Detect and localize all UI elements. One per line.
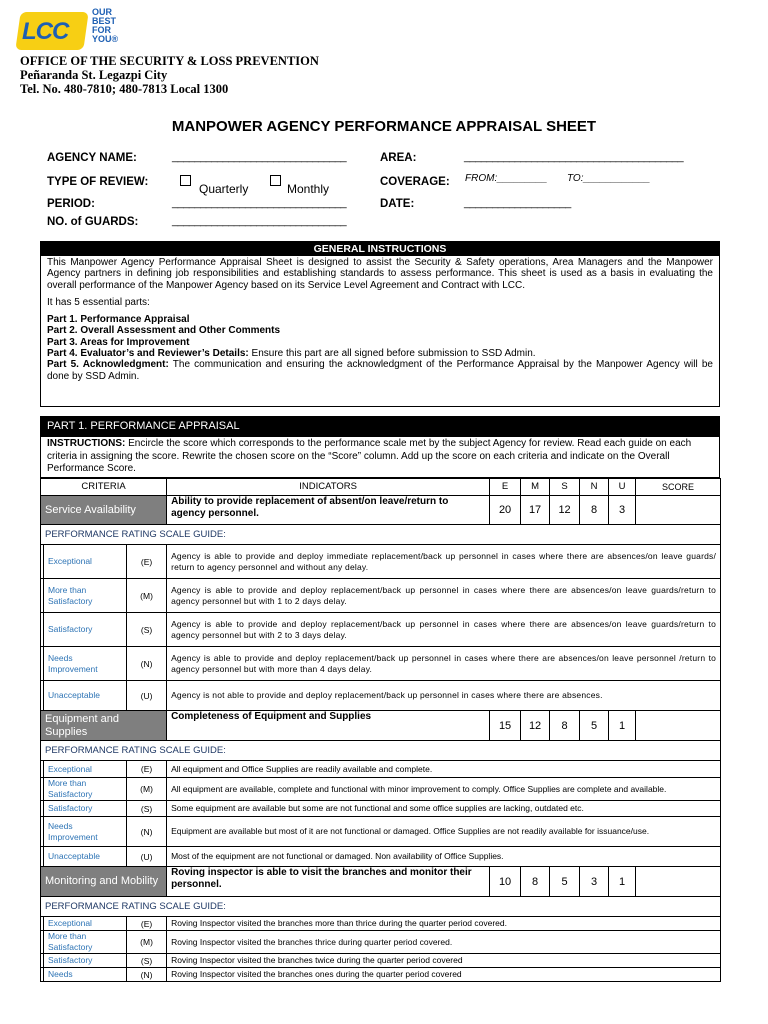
- guide-item: [41, 917, 721, 931]
- date-label: DATE:: [380, 198, 415, 210]
- score-input-monitoring[interactable]: [636, 867, 721, 897]
- score-option-n[interactable]: 3: [580, 867, 609, 897]
- guide-level: Exceptional: [44, 917, 127, 931]
- guide-level: More than Satisfactory: [44, 931, 127, 954]
- indicators-header: INDICATORS: [167, 479, 490, 496]
- score-option-m[interactable]: 17: [521, 496, 550, 525]
- coverage-to-field[interactable]: TO:____________: [567, 173, 651, 184]
- score-input-equipment[interactable]: [636, 711, 721, 741]
- guide-description: Agency is able to provide and deploy replacement/back up personnel in cases where there are absences/on leave guards/return to agency personnel but with 2 to 3 days delay.: [167, 613, 721, 647]
- part-3-item: Part 3. Areas for Improvement: [47, 336, 190, 348]
- monthly-label: Monthly: [287, 182, 330, 196]
- guide-item: [41, 761, 721, 778]
- guide-description: Some equipment are available but some are not functional and some office supplies are lacking, outdated etc.: [167, 801, 721, 817]
- guide-description: Roving Inspector visited the branches twice during the quarter period covered: [167, 954, 721, 968]
- guards-label: NO. of GUARDS:: [47, 216, 139, 228]
- s-header: S: [550, 479, 580, 496]
- office-address: [20, 54, 319, 96]
- guide-row: [41, 897, 721, 917]
- logo-brand: LCC: [22, 18, 69, 45]
- score-header: SCORE: [636, 479, 721, 496]
- period-field[interactable]: _______________________________: [172, 197, 347, 209]
- indicator-monitoring-mobility: Roving inspector is able to visit the branches and monitor their personnel.: [167, 867, 490, 897]
- guide-item: [41, 613, 721, 647]
- guide-code: (N): [127, 968, 167, 982]
- e-header: E: [490, 479, 521, 496]
- part-4-item: Part 4. Evaluator’s and Reviewer’s Details: Ensure this part are all signed before submission to SSD Admin.: [47, 348, 536, 360]
- score-option-e[interactable]: 20: [490, 496, 521, 525]
- part-1-instructions: INSTRUCTIONS: Encircle the score which corresponds to the performance scale met by the subject Agency for review. Read each guide on each criteria in assigning the score. Rewrite the chosen score on the “Score” column. Add up the score on each criteria and indicate on the Overall Performance Score.: [40, 437, 720, 478]
- coverage-label: COVERAGE:: [380, 176, 450, 188]
- guide-description: Agency is not able to provide and deploy replacement/back up personnel in cases where there are absences.: [167, 681, 721, 711]
- guide-description: Roving Inspector visited the branches thrice during quarter period covered.: [167, 931, 721, 954]
- guide-code: (E): [127, 545, 167, 579]
- criteria-service-availability: Service Availability: [41, 496, 167, 525]
- guide-code: (U): [127, 847, 167, 867]
- guide-code: (E): [127, 917, 167, 931]
- part-2-item: Part 2. Overall Assessment and Other Comments: [47, 325, 281, 337]
- score-option-s[interactable]: 12: [550, 496, 580, 525]
- guide-item: [41, 579, 721, 613]
- guide-row: [41, 525, 721, 545]
- guide-item: [41, 954, 721, 968]
- n-header: N: [580, 479, 609, 496]
- guide-row: [41, 741, 721, 761]
- score-option-u[interactable]: 1: [609, 867, 636, 897]
- guards-field[interactable]: _______________________________: [172, 215, 347, 227]
- area-label: AREA:: [380, 152, 417, 164]
- part-5-item: Part 5. Acknowledgment: The communication and ensuring the acknowledgment of the Performance Appraisal by the Manpower Agency will be done by SSD Admin.: [47, 359, 713, 382]
- guide-level: More than Satisfactory: [44, 579, 127, 613]
- guide-level: Exceptional: [44, 761, 127, 778]
- guide-level: Needs: [44, 968, 127, 982]
- guide-description: Agency is able to provide and deploy replacement/back up personnel in cases where there are absences/on leave personnel /return to agency personnel but with more than 4 days delay.: [167, 647, 721, 681]
- page-title: MANPOWER AGENCY PERFORMANCE APPRAISAL SHEET: [171, 118, 597, 135]
- guide-level: Unacceptable: [44, 681, 127, 711]
- guide-code: (M): [127, 931, 167, 954]
- appraisal-table: [40, 478, 721, 982]
- type-of-review-label: TYPE OF REVIEW:: [47, 176, 149, 188]
- score-option-s[interactable]: 5: [550, 867, 580, 897]
- guide-item: [41, 681, 721, 711]
- guide-item: [41, 647, 721, 681]
- guide-level: Needs Improvement: [44, 817, 127, 847]
- criteria-equipment-supplies: Equipment and Supplies: [41, 711, 167, 741]
- guide-description: Agency is able to provide and deploy replacement/back up personnel in cases where there are absences/on leave guards/return to agency personnel but with 1 to 2 days delay.: [167, 579, 721, 613]
- score-option-s[interactable]: 8: [550, 711, 580, 741]
- period-label: PERIOD:: [47, 198, 95, 210]
- criteria-row-monitoring: [41, 867, 721, 897]
- guide-description: Most of the equipment are not functional or damaged. Non availability of Office Supplies.: [167, 847, 721, 867]
- guide-code: (E): [127, 761, 167, 778]
- table-header-row: [41, 479, 721, 496]
- indicator-equipment-supplies: Completeness of Equipment and Supplies: [167, 711, 490, 741]
- guide-code: (S): [127, 613, 167, 647]
- score-option-n[interactable]: 8: [580, 496, 609, 525]
- guide-item: [41, 801, 721, 817]
- u-header: U: [609, 479, 636, 496]
- guide-code: (S): [127, 801, 167, 817]
- parts-intro: It has 5 essential parts:: [47, 296, 150, 308]
- guide-level: Satisfactory: [44, 613, 127, 647]
- lcc-logo: [16, 6, 119, 52]
- guide-label: PERFORMANCE RATING SCALE GUIDE:: [41, 525, 721, 545]
- guide-label: PERFORMANCE RATING SCALE GUIDE:: [41, 897, 721, 917]
- general-intro: This Manpower Agency Performance Appraisal Sheet is designed to assist the Security & Safety operations, Area Managers and the Manpower Agency partners in defining job responsibilities and establishing standards to assess performance. This sheet is used as a basis in evaluating the overall performance of the Manpower Agency based on its Service Level Agreement and Contract with LCC.: [47, 257, 713, 291]
- indicator-service-availability: Ability to provide replacement of absent/on leave/return to agency personnel.: [167, 496, 490, 525]
- criteria-header: CRITERIA: [41, 479, 167, 496]
- score-option-e[interactable]: 10: [490, 867, 521, 897]
- criteria-row-equipment: [41, 711, 721, 741]
- guide-description: Agency is able to provide and deploy immediate replacement/back up personnel in cases where there are absences/on leave guards/ return to agency personnel and without any delay.: [167, 545, 721, 579]
- m-header: M: [521, 479, 550, 496]
- general-instructions: [40, 241, 720, 407]
- guide-item: [41, 545, 721, 579]
- area-field[interactable]: _______________________________________: [464, 151, 684, 163]
- agency-name-label: AGENCY NAME:: [47, 152, 137, 164]
- criteria-row-service-availability: [41, 496, 721, 525]
- guide-code: (M): [127, 579, 167, 613]
- guide-level: Needs Improvement: [44, 647, 127, 681]
- office-line-1: OFFICE OF THE SECURITY & LOSS PREVENTION: [20, 54, 319, 68]
- guide-description: Roving Inspector visited the branches more than thrice during the quarter period covered.: [167, 917, 721, 931]
- guide-description: All equipment and Office Supplies are readily available and complete.: [167, 761, 721, 778]
- criteria-monitoring-mobility: Monitoring and Mobility: [41, 867, 167, 897]
- office-line-2: Peñaranda St. Legazpi City: [20, 68, 168, 82]
- quarterly-checkbox[interactable]: [180, 175, 191, 193]
- score-option-u[interactable]: 1: [609, 711, 636, 741]
- guide-level: More than Satisfactory: [44, 778, 127, 801]
- guide-description: Roving Inspector visited the branches ones during the quarter period covered: [167, 968, 721, 982]
- score-option-n[interactable]: 5: [580, 711, 609, 741]
- guide-item: [41, 778, 721, 801]
- score-option-u[interactable]: 3: [609, 496, 636, 525]
- guide-level: Exceptional: [44, 545, 127, 579]
- guide-code: (M): [127, 778, 167, 801]
- guide-item: [41, 968, 721, 982]
- score-option-m[interactable]: 12: [521, 711, 550, 741]
- guide-description: All equipment are available, complete and functional with minor improvement to comply. Office Supplies are complete and available.: [167, 778, 721, 801]
- guide-item: [41, 847, 721, 867]
- score-option-m[interactable]: 8: [521, 867, 550, 897]
- general-instructions-header: GENERAL INSTRUCTIONS: [41, 242, 719, 256]
- office-line-3: Tel. No. 480-7810; 480-7813 Local 1300: [20, 82, 229, 96]
- guide-description: Equipment are available but most of it are not functional or damaged. Office Supplies are not readily available for issuance/use.: [167, 817, 721, 847]
- guide-code: (N): [127, 647, 167, 681]
- guide-level: Satisfactory: [44, 801, 127, 817]
- guide-level: Unacceptable: [44, 847, 127, 867]
- quarterly-label: Quarterly: [199, 182, 249, 196]
- agency-name-field[interactable]: _______________________________: [172, 151, 347, 163]
- monthly-checkbox[interactable]: [270, 175, 281, 193]
- guide-code: (N): [127, 817, 167, 847]
- guide-level: Satisfactory: [44, 954, 127, 968]
- guide-label: PERFORMANCE RATING SCALE GUIDE:: [41, 741, 721, 761]
- guide-item: [41, 817, 721, 847]
- score-option-e[interactable]: 15: [490, 711, 521, 741]
- logo-tagline: OUR BEST FOR YOU®: [92, 7, 119, 44]
- guide-code: (U): [127, 681, 167, 711]
- score-input-service-availability[interactable]: [636, 496, 721, 525]
- guide-item: [41, 931, 721, 954]
- coverage-from-field[interactable]: FROM:_________: [465, 173, 548, 184]
- part-1-header: PART 1. PERFORMANCE APPRAISAL: [40, 416, 720, 437]
- date-field[interactable]: ___________________: [464, 197, 571, 209]
- part-1-item: Part 1. Performance Appraisal: [47, 314, 190, 326]
- guide-code: (S): [127, 954, 167, 968]
